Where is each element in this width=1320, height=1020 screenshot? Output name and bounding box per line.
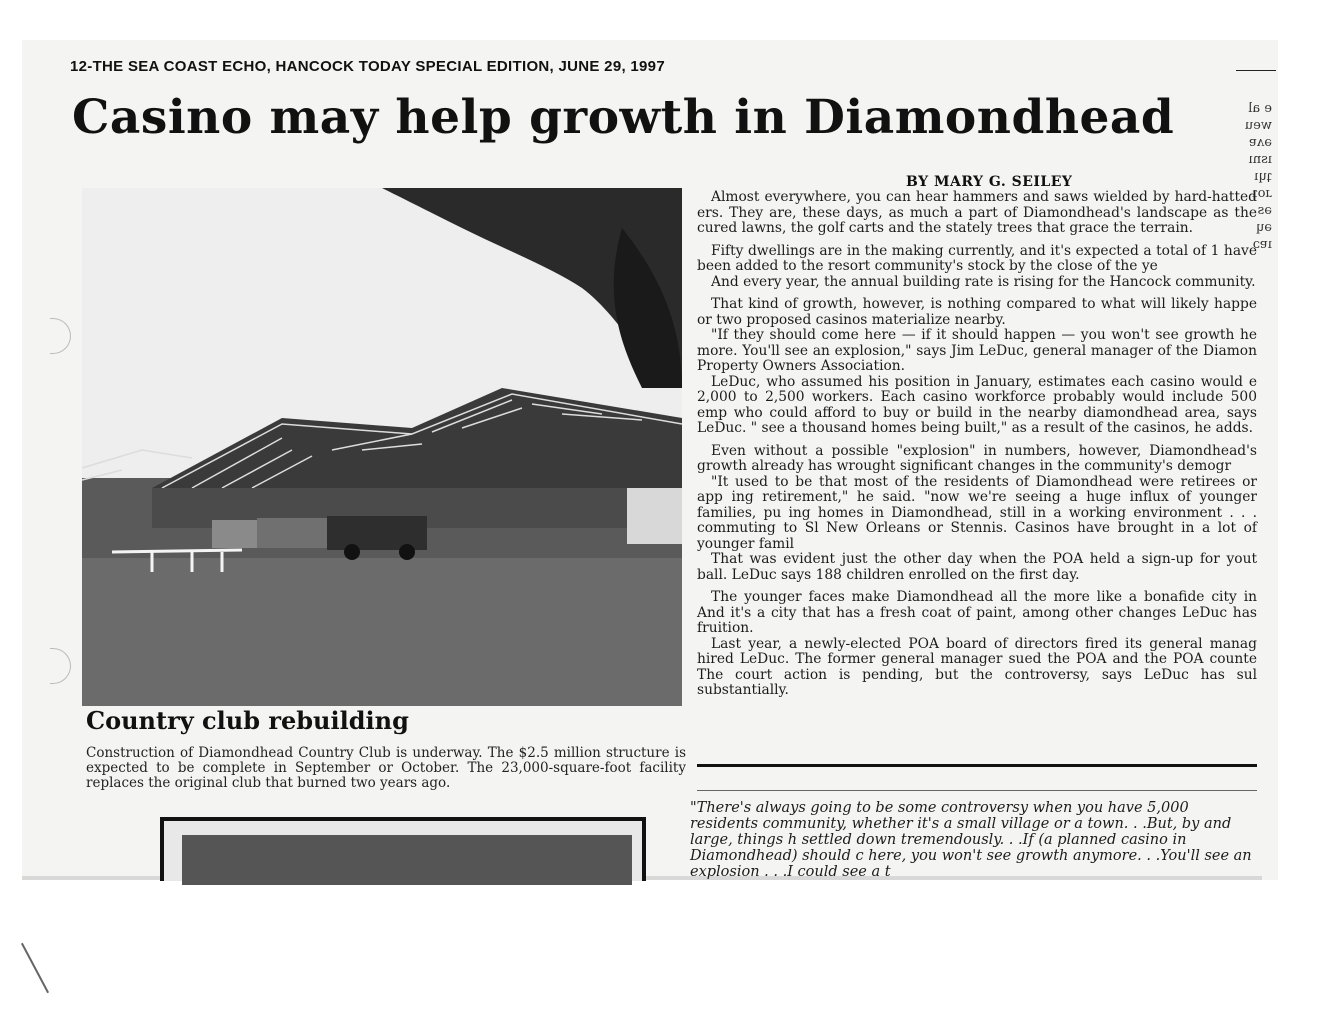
byline: BY MARY G. SEILEY	[906, 174, 1073, 190]
photo-illustration	[82, 188, 682, 706]
article-paragraph: "If they should come here — if it should happen — you won't see growth he more. You'll see an explosion," says Jim LeDuc, general manager of the Diamon Property Owners Association.	[697, 327, 1257, 374]
inset-photo	[182, 835, 632, 885]
article-paragraph: And every year, the annual building rate is rising for the Hancock community.	[711, 273, 1256, 290]
pen-mark	[21, 943, 49, 993]
inset-photo-frame	[160, 817, 646, 881]
article-paragraph: LeDuc, who assumed his position in January, estimates each casino would e 2,000 to 2,500 workers. Each casino workforce probably would include 500 emp who could afford to buy or build in the nearby diamondhead area, says LeDuc. " see a thousand homes being built," as a result of the casinos, he adds.	[697, 373, 1257, 436]
article-paragraph: "It used to be that most of the residents of Diamondhead were retirees or app ing retirement," he said. "now we're seeing a huge influx of younger families, pu ing homes in Diamondhead, still in a working environment . . . commuting to Sl New Orleans or Stennis. Casinos have brought in a lot of younger famil	[697, 473, 1257, 552]
article-paragraph: The younger faces make Diamondhead all the more like a bonafide city in And it's a city that has a fresh coat of paint, among other changes LeDuc has fruition.	[697, 589, 1257, 636]
article-paragraph: Almost everywhere, you can hear hammers and saws wielded by hard-hatted ers. They are, these days, as much a part of Diamondhead's landscape as the cured lawns, the golf carts and the stately trees that grace the terrain.	[697, 189, 1257, 236]
article-paragraph: Last year, a newly-elected POA board of directors fired its general manag hired LeDuc. The former general manager sued the POA and the POA counte The court action is pending, but the controversy, says LeDuc has sul substantially.	[697, 635, 1257, 698]
page-header: 12-THE SEA COAST ECHO, HANCOCK TODAY SPECIAL EDITION, JUNE 29, 1997	[70, 58, 665, 75]
header-rule	[1236, 70, 1276, 71]
article-paragraph: Even without a possible "explosion" in numbers, however, Diamondhead's growth already has wrought significant changes in the community's demogr	[697, 442, 1257, 474]
article-body	[697, 190, 1257, 756]
photo-caption-text: Construction of Diamondhead Country Club is underway. The $2.5 million structure is expected to be complete in September or October. The 23,000-square-foot facility replaces the original club that burned two years ago.	[86, 745, 686, 791]
column-rule-thin	[697, 790, 1257, 791]
pull-quote: "There's always going to be some controversy when you have 5,000 residents community, whether it's a small village or a town. . .But, by and large, things h settled down tremendously. . .If (a planned casino in Diamondhead) should c here, you won't see growth anymore. . .You'll see an explosion . . .I could see a t	[690, 800, 1252, 880]
construction-photo	[82, 188, 682, 706]
article-headline: Casino may help growth in Diamondhead	[72, 90, 1175, 145]
photo-caption-title: Country club rebuilding	[86, 706, 409, 735]
bleed-through-text: e al weu əʌɐ ısnı ʇɥı ɹoʇ əs əɥ ıɐɔ	[1244, 101, 1272, 252]
article-paragraph: Fifty dwellings are in the making currently, and it's expected a total of 1 have been added to the resort community's stock by the close of the ye	[697, 242, 1257, 274]
article-paragraph: That was evident just the other day when the POA held a sign-up for yout ball. LeDuc says 188 children enrolled on the first day.	[697, 551, 1257, 583]
article-paragraph: That kind of growth, however, is nothing compared to what will likely happe or two proposed casinos materialize nearby.	[697, 296, 1257, 328]
column-rule	[697, 764, 1257, 767]
